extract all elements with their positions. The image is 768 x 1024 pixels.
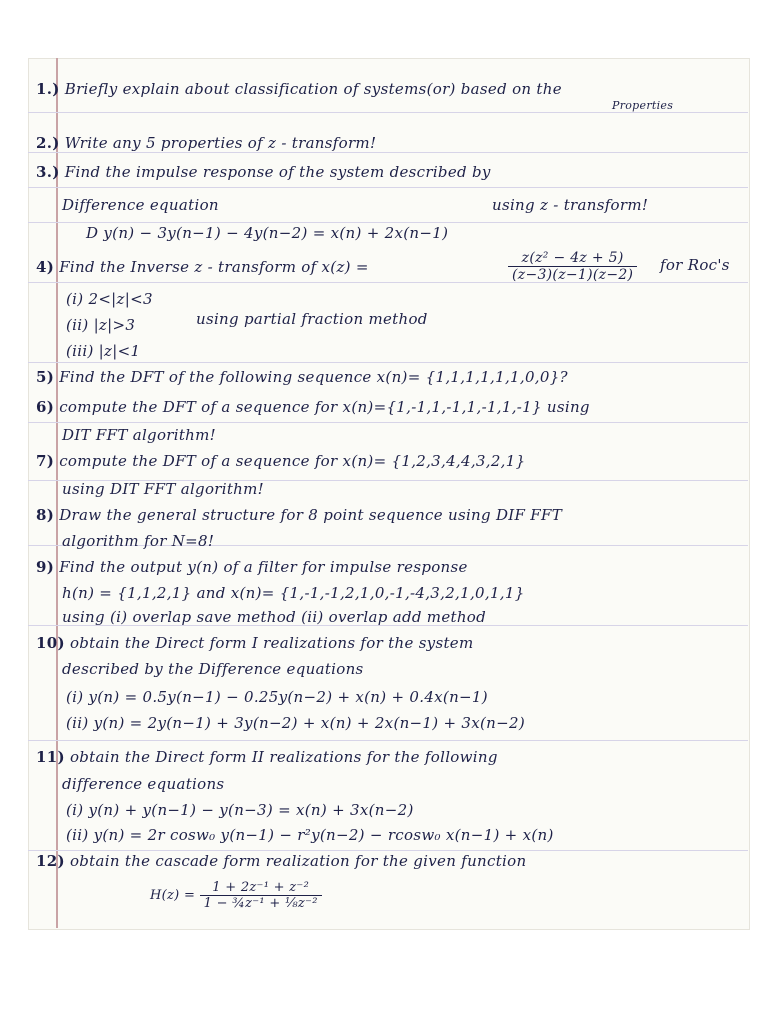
question-9-line2: h(n) = {1,1,2,1} and x(n)= {1,-1,-1,2,1,0,-1,-4,3,2,1,0,1,1} xyxy=(62,584,525,602)
question-10-eq2: (ii) y(n) = 2y(n−1) + 3y(n−2) + x(n) + 2x(n−1) + 3x(n−2) xyxy=(66,714,525,732)
margin-line xyxy=(56,58,58,928)
ruled-line xyxy=(28,740,748,741)
question-7-line2: using DIT FFT algorithm! xyxy=(62,480,264,498)
question-number: 11) xyxy=(36,748,65,766)
question-11-eq2: (ii) y(n) = 2r cosw₀ y(n−1) − r²y(n−2) − rcosw₀ x(n−1) + x(n) xyxy=(66,826,554,844)
question-number: 12) xyxy=(36,852,65,870)
fraction-denominator: (z−3)(z−1)(z−2) xyxy=(512,267,634,283)
question-text: obtain the Direct form I realizations for the system xyxy=(69,634,474,652)
question-10-line2: described by the Difference equations xyxy=(62,660,364,678)
transfer-function-lhs: H(z) = xyxy=(150,888,196,903)
question-9 xyxy=(36,558,468,576)
fraction-denominator: 1 − ¾z⁻¹ + ⅛z⁻² xyxy=(203,896,318,911)
ruled-line xyxy=(28,112,748,113)
question-number: 5) xyxy=(36,368,55,386)
fraction-numerator: 1 + 2z⁻¹ + z⁻² xyxy=(200,880,322,896)
question-11-line2: difference equations xyxy=(62,775,225,793)
question-2 xyxy=(36,134,376,152)
question-number: 3.) xyxy=(36,163,60,181)
question-number: 10) xyxy=(36,634,65,652)
question-3-line2: Difference equation xyxy=(62,196,219,214)
question-9-line3: using (i) overlap save method (ii) overlap add method xyxy=(62,608,487,626)
question-8 xyxy=(36,506,562,524)
question-4-suffix: for Roc's xyxy=(660,256,730,274)
question-text: Find the output y(n) of a filter for impulse response xyxy=(59,558,468,576)
ruled-line xyxy=(28,222,748,223)
question-10-eq1: (i) y(n) = 0.5y(n−1) − 0.25y(n−2) + x(n) + 0.4x(n−1) xyxy=(66,688,488,706)
question-4-method: using partial fraction method xyxy=(196,310,428,328)
ruled-line xyxy=(28,422,748,423)
question-4-part-ii: (ii) |z|>3 xyxy=(66,316,136,334)
question-6 xyxy=(36,398,590,416)
question-1 xyxy=(36,80,562,98)
question-8-line2: algorithm for N=8! xyxy=(62,532,215,550)
question-10 xyxy=(36,634,474,652)
question-text: Write any 5 properties of z - transform! xyxy=(64,134,377,152)
fraction xyxy=(508,250,637,283)
question-number: 6) xyxy=(36,398,55,416)
question-12 xyxy=(36,852,526,870)
question-number: 8) xyxy=(36,506,55,524)
fraction-numerator: z(z² − 4z + 5) xyxy=(508,250,637,267)
question-text: obtain the cascade form realization for the given function xyxy=(69,852,527,870)
question-11-eq1: (i) y(n) + y(n−1) − y(n−3) = x(n) + 3x(n−2) xyxy=(66,801,414,819)
question-text: Find the Inverse z - transform of x(z) = xyxy=(59,258,369,276)
question-4-fraction xyxy=(508,250,637,283)
question-number: 9) xyxy=(36,558,55,576)
question-text: Draw the general structure for 8 point sequence using DIF FFT xyxy=(59,506,563,524)
ruled-line xyxy=(28,362,748,363)
question-6-line2: DIT FFT algorithm! xyxy=(62,426,216,444)
fraction xyxy=(200,880,322,911)
question-1-continuation: Properties xyxy=(612,99,674,112)
question-text: Briefly explain about classification of systems(or) based on the xyxy=(64,80,562,98)
ruled-line xyxy=(28,152,748,153)
question-3-method: using z - transform! xyxy=(492,196,649,214)
ruled-line xyxy=(28,850,748,851)
question-4 xyxy=(36,258,369,276)
question-7 xyxy=(36,452,525,470)
question-number: 1.) xyxy=(36,80,60,98)
question-number: 4) xyxy=(36,258,55,276)
question-text: Find the impulse response of the system described by xyxy=(64,163,491,181)
question-12-transfer-function xyxy=(150,880,322,911)
question-text: Find the DFT of the following sequence x(n)= {1,1,1,1,1,1,0,0}? xyxy=(59,368,568,386)
question-text: compute the DFT of a sequence for x(n)={1,-1,1,-1,1,-1,1,-1} using xyxy=(59,398,590,416)
question-number: 2.) xyxy=(36,134,60,152)
ruled-line xyxy=(28,187,748,188)
question-4-part-iii: (iii) |z|<1 xyxy=(66,342,141,360)
question-number: 7) xyxy=(36,452,55,470)
question-3 xyxy=(36,163,491,181)
question-4-part-i: (i) 2<|z|<3 xyxy=(66,290,153,308)
ruled-line xyxy=(28,282,748,283)
question-text: obtain the Direct form II realizations for the following xyxy=(69,748,498,766)
question-text: compute the DFT of a sequence for x(n)= {1,2,3,4,4,3,2,1} xyxy=(59,452,526,470)
question-5 xyxy=(36,368,568,386)
question-3-equation: D y(n) − 3y(n−1) − 4y(n−2) = x(n) + 2x(n−1) xyxy=(86,224,449,242)
question-11 xyxy=(36,748,498,766)
